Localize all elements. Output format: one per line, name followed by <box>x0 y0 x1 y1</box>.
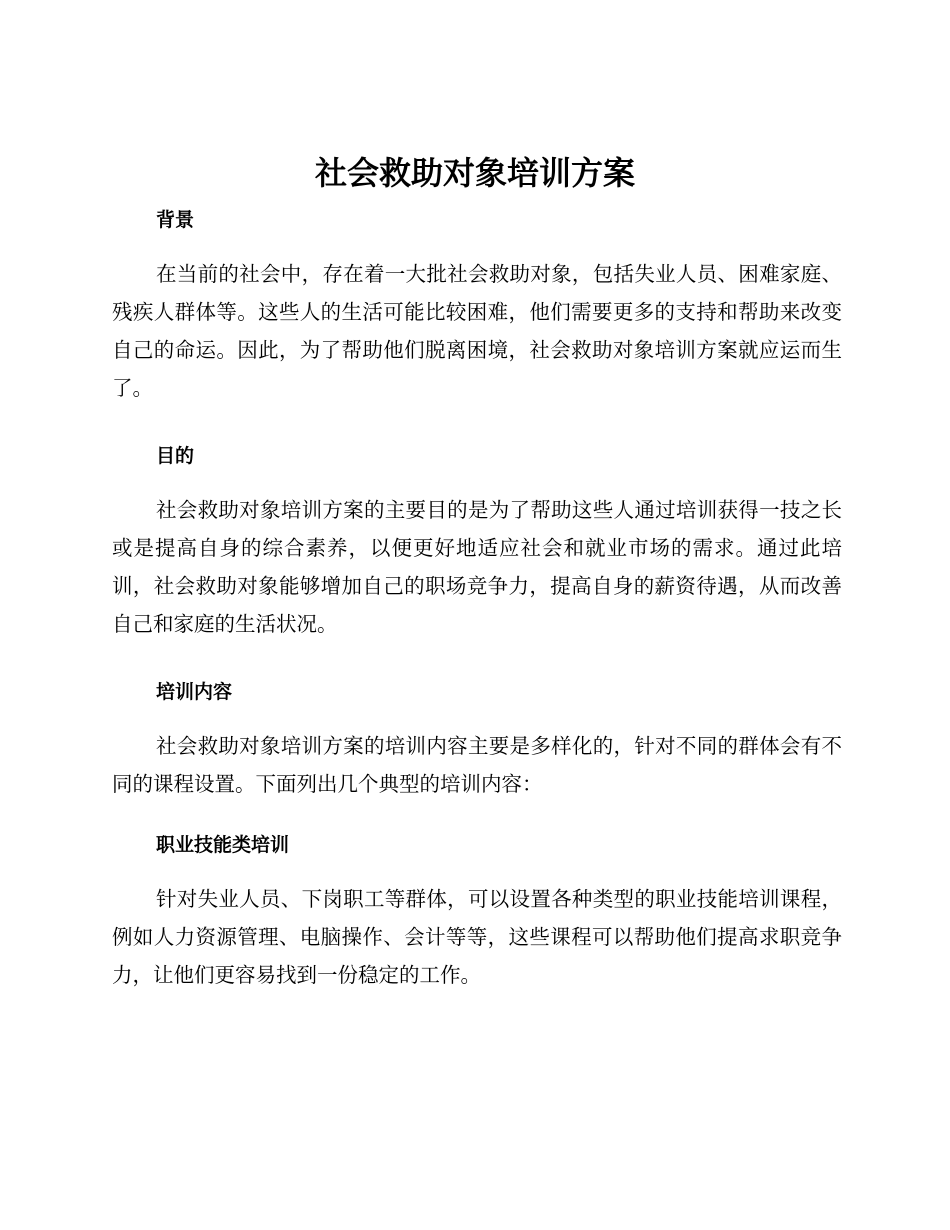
section-heading: 目的 <box>156 445 195 467</box>
section-paragraph: 社会救助对象培训方案的主要目的是为了帮助这些人通过培训获得一技之长或是提高自身的综合素养，以便更好地适应社会和就业市场的需求。通过此培训，社会救助对象能够增加自己的职场竞争力，提高自身的薪资待遇，从而改善自己和家庭的生活状况。 <box>112 498 842 636</box>
section-heading: 培训内容 <box>156 681 233 703</box>
section-purpose <box>112 441 842 643</box>
section-paragraph: 社会救助对象培训方案的培训内容主要是多样化的，针对不同的群体会有不同的课程设置。下面列出几个典型的培训内容： <box>112 734 842 796</box>
section-paragraph: 针对失业人员、下岗职工等群体，可以设置各种类型的职业技能培训课程，例如人力资源管理、电脑操作、会计等等，这些课程可以帮助他们提高求职竞争力，让他们更容易找到一份稳定的工作。 <box>112 887 842 987</box>
section-paragraph: 在当前的社会中，存在着一大批社会救助对象，包括失业人员、困难家庭、残疾人群体等。这些人的生活可能比较困难，他们需要更多的支持和帮助来改变自己的命运。因此，为了帮助他们脱离困境，社会救助对象培训方案就应运而生了。 <box>112 262 842 400</box>
section-training-content <box>112 677 842 803</box>
document-title: 社会救助对象培训方案 <box>314 154 635 192</box>
section-heading: 背景 <box>156 209 195 231</box>
section-heading: 职业技能类培训 <box>156 834 290 856</box>
section-vocational-training <box>112 830 842 994</box>
section-background <box>112 205 842 407</box>
